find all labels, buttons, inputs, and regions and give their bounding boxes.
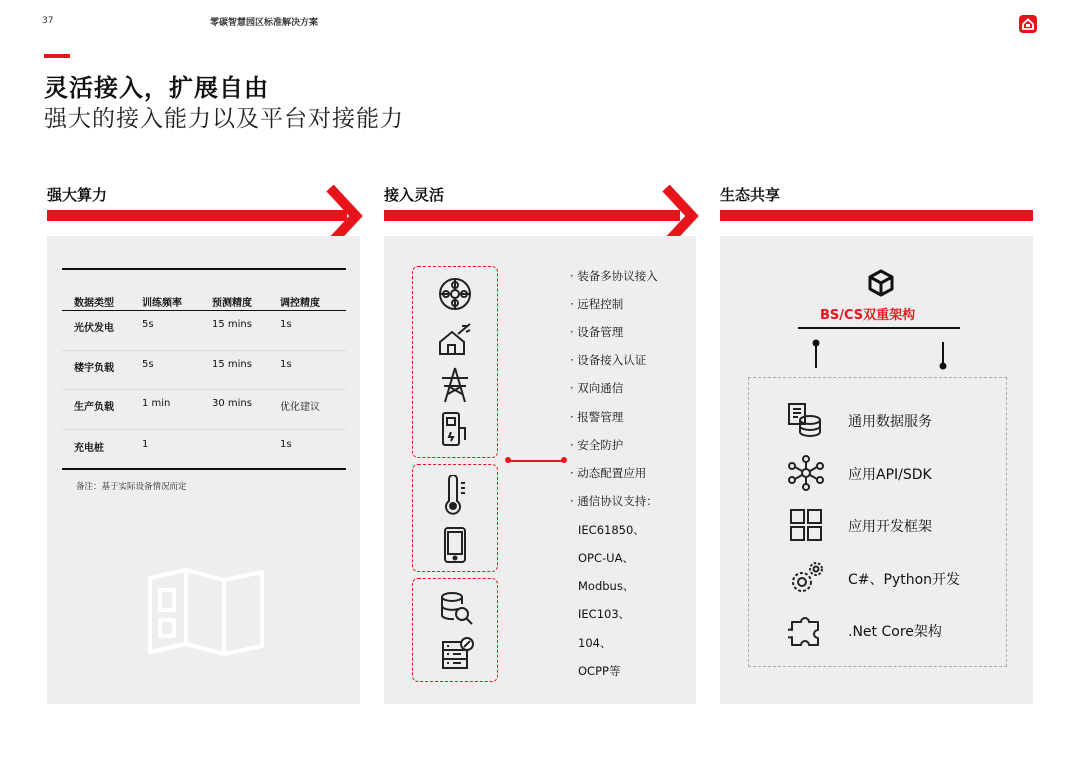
- table-cell: 1: [142, 439, 149, 450]
- page-number: 37: [42, 16, 54, 26]
- table-note: 备注：基于实际设备情况而定: [76, 482, 187, 492]
- feature-item: · 报警管理: [570, 410, 624, 424]
- table-cell: 优化建议: [280, 402, 320, 413]
- table-cell: 楼宇负载: [74, 363, 114, 374]
- fan-turbine-icon: [436, 275, 474, 313]
- database-search-icon: [438, 590, 474, 626]
- protocol-item: Modbus、: [578, 579, 635, 593]
- table-cell: 5s: [142, 319, 154, 330]
- brand-logo-icon: [1018, 14, 1038, 34]
- architecture-connectors: [808, 338, 958, 370]
- protocol-item: OPC-UA、: [578, 551, 634, 565]
- table-cell: 充电桩: [74, 443, 104, 454]
- document-title: 零碳智慧园区标准解决方案: [210, 18, 319, 28]
- feature-item: · 双向通信: [570, 381, 624, 395]
- data-service-icon: [786, 402, 824, 438]
- ecosystem-item: 通用数据服务: [848, 414, 932, 430]
- cube-icon: [866, 268, 896, 298]
- column-title-ecosystem: 生态共享: [720, 186, 781, 204]
- protocol-item: 104、: [578, 636, 612, 650]
- feature-item: · 动态配置应用: [570, 466, 647, 480]
- thermometer-icon: [440, 475, 468, 515]
- connector-dot: [561, 457, 567, 463]
- smart-home-icon: [436, 320, 474, 358]
- ecosystem-item: C#、Python开发: [848, 572, 961, 588]
- table-cell: 15 mins: [212, 319, 252, 330]
- feature-item: · 通信协议支持：: [570, 494, 658, 508]
- table-cell: 1s: [280, 319, 292, 330]
- column-title-compute: 强大算力: [47, 186, 108, 204]
- table-cell: 生产负载: [74, 402, 114, 413]
- page-subtitle: 强大的接入能力以及平台对接能力: [44, 106, 404, 132]
- table-cell: 15 mins: [212, 359, 252, 370]
- table-header: 数据类型: [74, 298, 114, 309]
- feature-item: · 远程控制: [570, 297, 624, 311]
- protocol-item: IEC61850、: [578, 523, 645, 537]
- table-cell: 1s: [280, 439, 292, 450]
- mobile-phone-icon: [442, 526, 468, 564]
- title-accent-bar: [44, 54, 70, 58]
- feature-item: · 装备多协议接入: [570, 269, 658, 283]
- gears-icon: [788, 560, 826, 596]
- map-watermark-icon: [146, 566, 266, 658]
- architecture-label: BS/CS双重架构: [820, 308, 916, 323]
- ecosystem-item: 应用开发框架: [848, 519, 932, 535]
- ecosystem-item: 应用API/SDK: [848, 467, 932, 483]
- table-header: 调控精度: [280, 298, 320, 309]
- table-cell: 1 min: [142, 398, 171, 409]
- server-settings-icon: [440, 636, 476, 672]
- flow-stripe-2: [384, 210, 680, 221]
- feature-item: · 设备接入认证: [570, 353, 647, 367]
- table-cell: 光伏发电: [74, 323, 114, 334]
- api-network-icon: [788, 455, 824, 491]
- feature-item: · 设备管理: [570, 325, 624, 339]
- architecture-underline: [798, 327, 960, 329]
- connector-line: [508, 460, 564, 462]
- protocol-item: OCPP等: [578, 664, 621, 678]
- flow-stripe-3: [720, 210, 1033, 221]
- charging-pile-icon: [440, 410, 470, 448]
- flow-stripe-1: [47, 210, 347, 221]
- table-header: 预测精度: [212, 298, 252, 309]
- puzzle-icon: [788, 612, 826, 648]
- table-cell: 1s: [280, 359, 292, 370]
- ecosystem-item: .Net Core架构: [848, 624, 942, 640]
- page-title: 灵活接入，扩展自由: [44, 74, 269, 102]
- table-cell: 5s: [142, 359, 154, 370]
- feature-item: · 安全防护: [570, 438, 624, 452]
- column-title-access: 接入灵活: [384, 186, 445, 204]
- grid-framework-icon: [788, 507, 824, 543]
- table-header: 训练频率: [142, 298, 182, 309]
- table-cell: 30 mins: [212, 398, 252, 409]
- protocol-item: IEC103、: [578, 607, 631, 621]
- power-tower-icon: [436, 366, 474, 404]
